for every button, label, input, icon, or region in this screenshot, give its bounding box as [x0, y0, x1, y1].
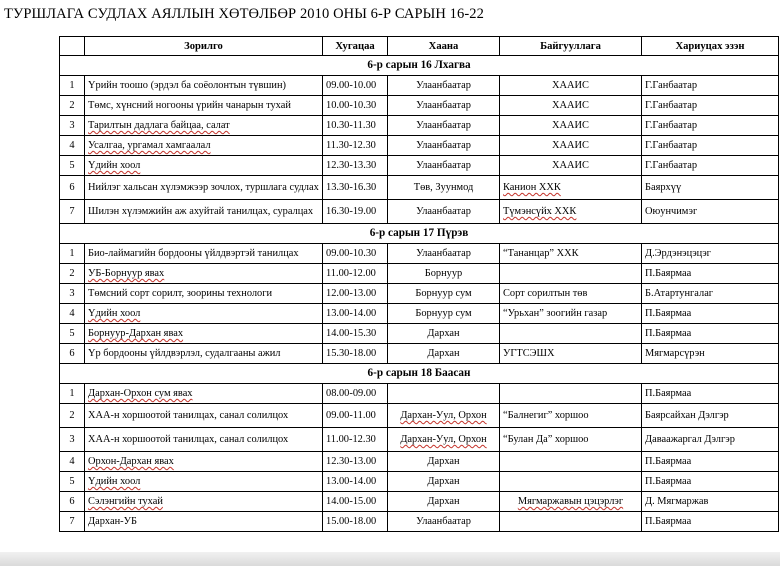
responsible-cell: Д.Эрдэнэцэцэг [642, 244, 779, 264]
day-label: 6-р сарын 16 Лхагва [60, 56, 779, 76]
where-cell: Улаанбаатар [388, 512, 500, 532]
time-cell: 15.30-18.00 [323, 344, 388, 364]
org-cell [500, 492, 642, 512]
responsible-cell: Баярсайхан Дэлгэр [642, 404, 779, 428]
goal-cell: Төмс, хүнсний ногооны үрийн чанарын тухай [85, 96, 323, 116]
org-cell [500, 472, 642, 492]
where-cell: Төв, Зуунмод [388, 176, 500, 200]
day-header-row [60, 56, 779, 76]
org-cell [500, 452, 642, 472]
row-number: 6 [60, 176, 85, 200]
header-number [60, 37, 85, 56]
where-cell: Дархан [388, 324, 500, 344]
row-number: 6 [60, 344, 85, 364]
table-row [60, 472, 779, 492]
time-cell: 11.00-12.30 [323, 428, 388, 452]
org-name: Мягмаржавын цэцэрлэг [517, 496, 624, 507]
row-number: 2 [60, 264, 85, 284]
where-name: Дархан-Уул, Орхон [400, 434, 487, 445]
row-number: 5 [60, 324, 85, 344]
org-name: Канион ХХК [503, 182, 561, 193]
table-row [60, 176, 779, 200]
row-number: 1 [60, 244, 85, 264]
header-organization: Байгууллага [500, 37, 642, 56]
row-number: 3 [60, 284, 85, 304]
goal-cell: Сэлэнгийн тухай [85, 492, 323, 512]
table-row [60, 384, 779, 404]
time-cell: 12.00-13.00 [323, 284, 388, 304]
org-cell: ХААИС [500, 156, 642, 176]
table-row [60, 96, 779, 116]
org-cell: “Урьхан” зоогийн газар [500, 304, 642, 324]
org-cell [500, 264, 642, 284]
responsible-cell: Г.Ганбаатар [642, 156, 779, 176]
where-cell: Улаанбаатар [388, 136, 500, 156]
org-cell: ХААИС [500, 136, 642, 156]
row-number: 7 [60, 200, 85, 224]
where-cell: Дархан [388, 344, 500, 364]
org-cell [500, 324, 642, 344]
time-cell: 16.30-19.00 [323, 200, 388, 224]
where-cell [388, 428, 500, 452]
responsible-cell: П.Баярмаа [642, 264, 779, 284]
time-cell: 12.30-13.00 [323, 452, 388, 472]
table-row [60, 304, 779, 324]
time-cell: 09.00-10.00 [323, 76, 388, 96]
time-cell: 10.00-10.30 [323, 96, 388, 116]
where-cell: Улаанбаатар [388, 156, 500, 176]
org-cell: ХААИС [500, 96, 642, 116]
row-number: 3 [60, 428, 85, 452]
goal-cell: УБ-Борнуур явах [85, 264, 323, 284]
table-row [60, 512, 779, 532]
responsible-cell: П.Баярмаа [642, 512, 779, 532]
org-cell [500, 512, 642, 532]
header-where: Хаана [388, 37, 500, 56]
org-cell: “Балнегиг” хоршоо [500, 404, 642, 428]
responsible-cell: П.Баярмаа [642, 472, 779, 492]
row-number: 2 [60, 96, 85, 116]
row-number: 2 [60, 404, 85, 428]
responsible-cell: Б.Атартунгалаг [642, 284, 779, 304]
where-cell: Борнуур сум [388, 284, 500, 304]
row-number: 4 [60, 452, 85, 472]
goal-cell: ХАА-н хоршоотой танилцах, санал солилцох [85, 404, 323, 428]
responsible-cell: Даваажаргал Дэлгэр [642, 428, 779, 452]
day-header-row [60, 224, 779, 244]
where-cell: Борнуур [388, 264, 500, 284]
responsible-cell: Г.Ганбаатар [642, 116, 779, 136]
table-row [60, 156, 779, 176]
schedule-table [59, 36, 779, 532]
where-cell: Улаанбаатар [388, 244, 500, 264]
responsible-cell: Д. Мягмаржав [642, 492, 779, 512]
org-name: Түмэнсүйх ХХК [503, 206, 577, 217]
time-cell: 14.00-15.00 [323, 492, 388, 512]
org-cell: “Булан Да” хоршоо [500, 428, 642, 452]
goal-cell: Үдийн хоол [85, 472, 323, 492]
time-cell: 12.30-13.30 [323, 156, 388, 176]
table-row [60, 324, 779, 344]
responsible-cell: П.Баярмаа [642, 384, 779, 404]
org-cell [500, 200, 642, 224]
table-row [60, 404, 779, 428]
table-row [60, 284, 779, 304]
row-number: 3 [60, 116, 85, 136]
time-cell: 09.00-11.00 [323, 404, 388, 428]
time-cell: 15.00-18.00 [323, 512, 388, 532]
goal-cell: Дархан-УБ [85, 512, 323, 532]
where-cell: Борнуур сум [388, 304, 500, 324]
where-cell: Дархан [388, 452, 500, 472]
table-row [60, 200, 779, 224]
where-cell: Дархан [388, 492, 500, 512]
row-number: 1 [60, 76, 85, 96]
time-cell: 10.30-11.30 [323, 116, 388, 136]
goal-cell: Тарилтын дадлага байцаа, салат [85, 116, 323, 136]
header-goal: Зорилго [85, 37, 323, 56]
responsible-cell: Баярхүү [642, 176, 779, 200]
table-row [60, 116, 779, 136]
org-cell [500, 384, 642, 404]
document-title: ТУРШЛАГА СУДЛАХ АЯЛЛЫН ХӨТӨЛБӨР 2010 ОНЫ 6-Р САРЫН 16-22 [4, 6, 485, 22]
org-cell: “Тананцар” ХХК [500, 244, 642, 264]
row-number: 5 [60, 472, 85, 492]
org-cell: ХААИС [500, 76, 642, 96]
table-row [60, 344, 779, 364]
org-cell: Сорт сорилтын төв [500, 284, 642, 304]
time-cell: 14.00-15.30 [323, 324, 388, 344]
org-cell: УГТСЭШХ [500, 344, 642, 364]
row-number: 5 [60, 156, 85, 176]
where-cell: Улаанбаатар [388, 76, 500, 96]
where-cell: Улаанбаатар [388, 200, 500, 224]
goal-cell: Усалгаа, ургамал хамгаалал [85, 136, 323, 156]
org-cell: ХААИС [500, 116, 642, 136]
responsible-cell: Г.Ганбаатар [642, 96, 779, 116]
row-number: 6 [60, 492, 85, 512]
goal-cell: Орхон-Дархан явах [85, 452, 323, 472]
time-cell: 08.00-09.00 [323, 384, 388, 404]
table-row [60, 452, 779, 472]
goal-cell: Үр бордооны үйлдвэрлэл, судалгааны ажил [85, 344, 323, 364]
goal-cell: Борнуур-Дархан явах [85, 324, 323, 344]
header-row [60, 37, 779, 56]
where-cell [388, 404, 500, 428]
goal-cell: Био-лаймагийн бордооны үйлдвэртэй танилцах [85, 244, 323, 264]
row-number: 4 [60, 304, 85, 324]
table-row [60, 492, 779, 512]
responsible-cell: Г.Ганбаатар [642, 136, 779, 156]
time-cell: 09.00-10.30 [323, 244, 388, 264]
row-number: 1 [60, 384, 85, 404]
time-cell: 11.00-12.00 [323, 264, 388, 284]
table-row [60, 428, 779, 452]
header-time: Хугацаа [323, 37, 388, 56]
goal-cell: Үрийн тоошо (эрдэл ба соёолонтын түвшин) [85, 76, 323, 96]
responsible-cell: П.Баярмаа [642, 324, 779, 344]
time-cell: 13.30-16.30 [323, 176, 388, 200]
time-cell: 11.30-12.30 [323, 136, 388, 156]
goal-cell: Нийлэг хальсан хүлэмжээр зочлох, туршлага судлах [85, 176, 323, 200]
table-row [60, 264, 779, 284]
row-number: 7 [60, 512, 85, 532]
table-row [60, 136, 779, 156]
where-cell: Улаанбаатар [388, 96, 500, 116]
row-number: 4 [60, 136, 85, 156]
day-label: 6-р сарын 18 Баасан [60, 364, 779, 384]
table-row [60, 244, 779, 264]
day-label: 6-р сарын 17 Пүрэв [60, 224, 779, 244]
responsible-cell: П.Баярмаа [642, 452, 779, 472]
responsible-cell: П.Баярмаа [642, 304, 779, 324]
goal-cell: Үдийн хоол [85, 156, 323, 176]
where-cell: Дархан [388, 472, 500, 492]
where-cell [388, 384, 500, 404]
header-responsible: Хариуцах эзэн [642, 37, 779, 56]
table-row [60, 76, 779, 96]
time-cell: 13.00-14.00 [323, 304, 388, 324]
org-cell [500, 176, 642, 200]
goal-cell: Төмсний сорт сорилт, зоорины технологи [85, 284, 323, 304]
window-bottom-edge [0, 552, 780, 566]
goal-cell: Дархан-Орхон сум явах [85, 384, 323, 404]
responsible-cell: Оюунчимэг [642, 200, 779, 224]
goal-cell: Шилэн хүлэмжийн аж ахуйтай танилцах, суралцах [85, 200, 323, 224]
goal-cell: ХАА-н хоршоотой танилцах, санал солилцох [85, 428, 323, 452]
goal-cell: Үдийн хоол [85, 304, 323, 324]
where-name: Дархан-Уул, Орхон [400, 410, 487, 421]
responsible-cell: Мягмарсүрэн [642, 344, 779, 364]
time-cell: 13.00-14.00 [323, 472, 388, 492]
day-header-row [60, 364, 779, 384]
where-cell: Улаанбаатар [388, 116, 500, 136]
responsible-cell: Г.Ганбаатар [642, 76, 779, 96]
